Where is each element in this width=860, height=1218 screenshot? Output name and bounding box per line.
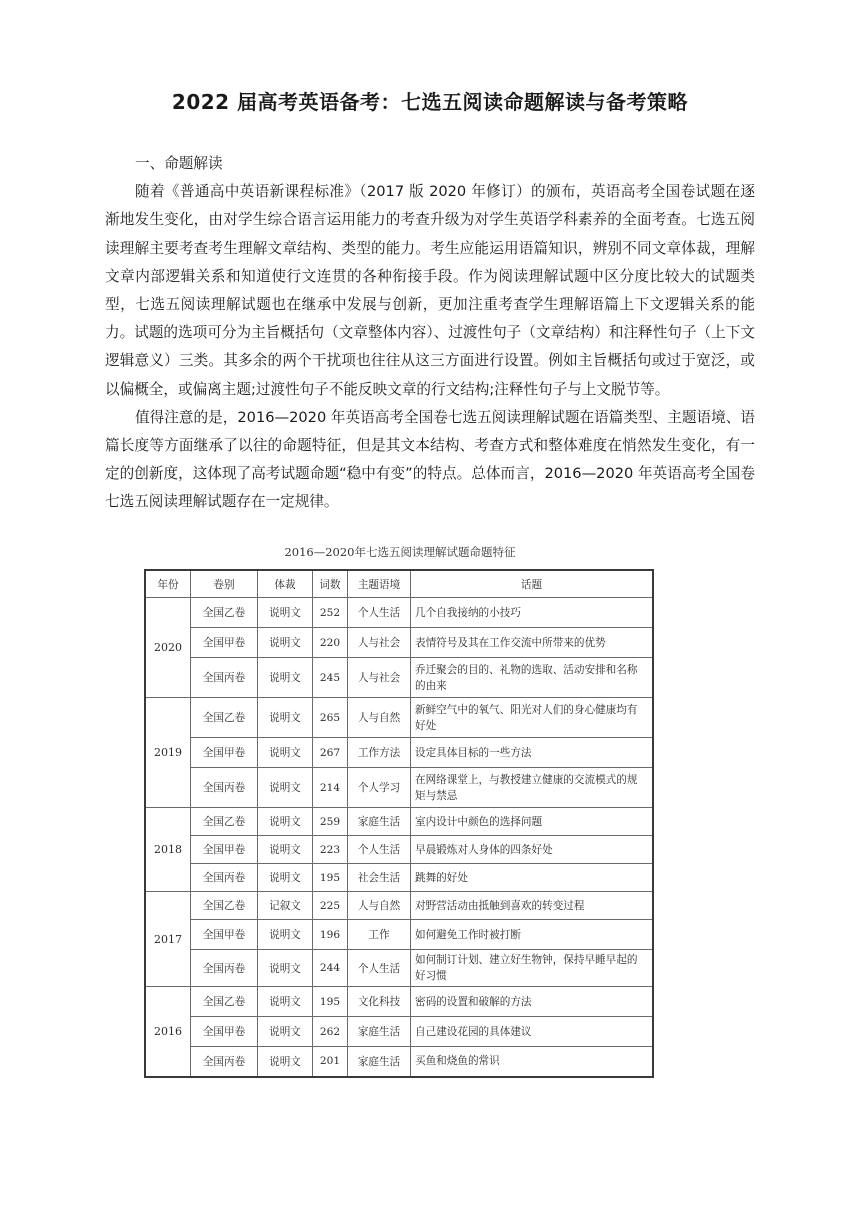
header-topic: 话题: [411, 570, 654, 598]
table-row: [145, 1047, 653, 1077]
exam-feature-table: [144, 569, 654, 1078]
cell-words: 195: [313, 864, 348, 892]
cell-year: 2018: [145, 808, 191, 892]
section-heading: 一、命题解读: [135, 155, 223, 172]
cell-genre: 说明文: [258, 836, 313, 864]
cell-words: 196: [313, 920, 348, 950]
table-row: [145, 864, 653, 892]
cell-genre: 说明文: [258, 768, 313, 808]
header-year: 年份: [145, 570, 191, 598]
cell-year: 2019: [145, 698, 191, 808]
cell-volume: 全国丙卷: [191, 658, 258, 698]
cell-topic: 室内设计中颜色的选择问题: [411, 808, 654, 836]
cell-words: 252: [313, 598, 348, 628]
header-volume: 卷别: [191, 570, 258, 598]
cell-topic: 密码的设置和破解的方法: [411, 987, 654, 1017]
cell-words: 267: [313, 738, 348, 768]
cell-words: 214: [313, 768, 348, 808]
cell-words: 244: [313, 950, 348, 987]
cell-context: 社会生活: [348, 864, 411, 892]
cell-topic: 跳舞的好处: [411, 864, 654, 892]
cell-genre: 说明文: [258, 698, 313, 738]
cell-topic: 买鱼和烧鱼的常识: [411, 1047, 654, 1077]
table-row: [145, 1017, 653, 1047]
cell-words: 225: [313, 892, 348, 920]
page-title: 2022 届高考英语备考：七选五阅读命题解读与备考策略: [171, 90, 689, 114]
table-header-row: [145, 570, 653, 598]
cell-words: 220: [313, 628, 348, 658]
cell-volume: 全国甲卷: [191, 628, 258, 658]
table-row: [145, 738, 653, 768]
article-body: [105, 150, 755, 517]
cell-context: 个人学习: [348, 768, 411, 808]
table-row: [145, 808, 653, 836]
table-body: [145, 598, 653, 1077]
cell-topic: 如何避免工作时被打断: [411, 920, 654, 950]
table-row: [145, 892, 653, 920]
cell-genre: 说明文: [258, 738, 313, 768]
cell-genre: 说明文: [258, 1017, 313, 1047]
cell-words: 259: [313, 808, 348, 836]
cell-volume: 全国甲卷: [191, 1017, 258, 1047]
cell-topic: 几个自我接纳的小技巧: [411, 598, 654, 628]
table-row: [145, 950, 653, 987]
cell-year: 2020: [145, 598, 191, 698]
cell-volume: 全国丙卷: [191, 1047, 258, 1077]
cell-words: 265: [313, 698, 348, 738]
cell-volume: 全国甲卷: [191, 836, 258, 864]
cell-topic: 早晨锻炼对人身体的四条好处: [411, 836, 654, 864]
table-row: [145, 658, 653, 698]
cell-topic: 在网络课堂上，与教授建立健康的交流模式的规矩与禁忌: [411, 768, 654, 808]
cell-topic: 新鲜空气中的氧气、阳光对人们的身心健康均有好处: [411, 698, 654, 738]
cell-volume: 全国丙卷: [191, 864, 258, 892]
cell-context: 家庭生活: [348, 808, 411, 836]
cell-topic: 设定具体目标的一些方法: [411, 738, 654, 768]
table-row: [145, 987, 653, 1017]
table-row: [145, 920, 653, 950]
cell-volume: 全国丙卷: [191, 950, 258, 987]
cell-volume: 全国乙卷: [191, 698, 258, 738]
cell-context: 人与自然: [348, 892, 411, 920]
cell-genre: 说明文: [258, 920, 313, 950]
cell-topic: 对野营活动由抵触到喜欢的转变过程: [411, 892, 654, 920]
cell-words: 223: [313, 836, 348, 864]
cell-year: 2017: [145, 892, 191, 987]
cell-volume: 全国乙卷: [191, 598, 258, 628]
cell-context: 家庭生活: [348, 1047, 411, 1077]
cell-context: 个人生活: [348, 836, 411, 864]
cell-context: 工作: [348, 920, 411, 950]
paragraph-1: 随着《普通高中英语新课程标准》（2017 版 2020 年修订）的颁布，英语高考全国卷试题在逐渐地发生变化，由对学生综合语言运用能力的考查升级为对学生英语学科素养的全面考查。七选五阅读理解主要考查考生理解文章结构、类型的能力。考生应能运用语篇知识，辨别不同文章体裁，理解文章内部逻辑关系和知道使行文连贯的各种衔接手段。作为阅读理解试题中区分度比较大的试题类型，七选五阅读理解试题也在继承中发展与创新，更加注重考查学生理解语篇上下文逻辑关系的能力。试题的选项可分为主旨概括句（文章整体内容）、过渡性句子（文章结构）和注释性句子（上下文逻辑意义）三类。其多余的两个干扰项也往往从这三方面进行设置。例如主旨概括句或过于宽泛，或以偏概全，或偏离主题;过渡性句子不能反映文章的行文结构;注释性句子与上文脱节等。: [105, 183, 755, 398]
cell-volume: 全国甲卷: [191, 920, 258, 950]
cell-year: 2016: [145, 987, 191, 1077]
cell-words: 262: [313, 1017, 348, 1047]
cell-genre: 说明文: [258, 1047, 313, 1077]
table-row: [145, 768, 653, 808]
cell-genre: 说明文: [258, 598, 313, 628]
cell-context: 人与社会: [348, 658, 411, 698]
cell-topic: 自己建设花园的具体建议: [411, 1017, 654, 1047]
table-caption: 2016—2020年七选五阅读理解试题命题特征: [284, 545, 516, 559]
cell-context: 个人生活: [348, 950, 411, 987]
cell-volume: 全国乙卷: [191, 892, 258, 920]
cell-genre: 说明文: [258, 987, 313, 1017]
cell-topic: 乔迁聚会的目的、礼物的选取、活动安排和名称的由来: [411, 658, 654, 698]
cell-genre: 说明文: [258, 950, 313, 987]
table-row: [145, 836, 653, 864]
cell-genre: 说明文: [258, 628, 313, 658]
cell-words: 195: [313, 987, 348, 1017]
cell-genre: 说明文: [258, 864, 313, 892]
table-row: [145, 698, 653, 738]
cell-topic: 如何制订计划、建立好生物钟，保持早睡早起的好习惯: [411, 950, 654, 987]
cell-genre: 说明文: [258, 658, 313, 698]
cell-volume: 全国丙卷: [191, 768, 258, 808]
cell-topic: 表情符号及其在工作交流中所带来的优势: [411, 628, 654, 658]
header-words: 词数: [313, 570, 348, 598]
cell-context: 个人生活: [348, 598, 411, 628]
cell-context: 人与自然: [348, 698, 411, 738]
cell-context: 工作方法: [348, 738, 411, 768]
cell-genre: 说明文: [258, 808, 313, 836]
cell-volume: 全国甲卷: [191, 738, 258, 768]
cell-context: 文化科技: [348, 987, 411, 1017]
cell-context: 人与社会: [348, 628, 411, 658]
cell-genre: 记叙文: [258, 892, 313, 920]
paragraph-2: 值得注意的是，2016—2020 年英语高考全国卷七选五阅读理解试题在语篇类型、主题语境、语篇长度等方面继承了以往的命题特征，但是其文本结构、考查方式和整体难度在悄然发生变化，有一定的创新度，这体现了高考试题命题“稳中有变”的特点。总体而言，2016—2020 年英语高考全国卷七选五阅读理解试题存在一定规律。: [105, 408, 755, 511]
table-row: [145, 598, 653, 628]
header-context: 主题语境: [348, 570, 411, 598]
header-genre: 体裁: [258, 570, 313, 598]
cell-volume: 全国乙卷: [191, 808, 258, 836]
cell-volume: 全国乙卷: [191, 987, 258, 1017]
cell-context: 家庭生活: [348, 1017, 411, 1047]
cell-words: 245: [313, 658, 348, 698]
table-row: [145, 628, 653, 658]
cell-words: 201: [313, 1047, 348, 1077]
